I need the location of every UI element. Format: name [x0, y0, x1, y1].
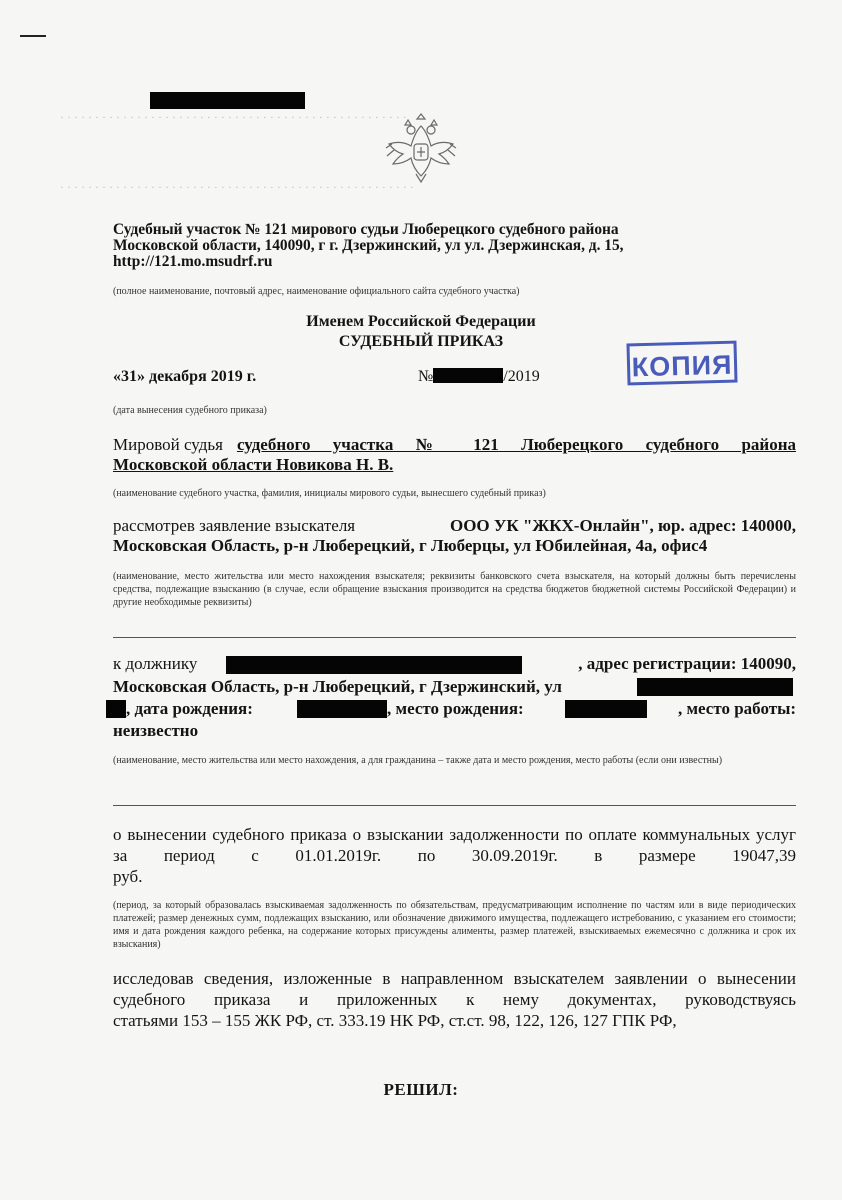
claimant-note: (наименование, место жительства или место нахождения взыскателя; реквизиты банковского счета взыскателя, на который должны быть перечислены средства, подлежащие взысканию (в случае, если обращение взыскания производится на средства бюджетов бюджетной системы Российской Федерации) и другие необходимые реквизиты)	[113, 571, 796, 608]
court-website: http://121.mo.msudrf.ru	[113, 253, 273, 270]
decision-heading: РЕШИЛ:	[383, 1080, 459, 1099]
basis-tail: статьями 153 – 155 ЖК РФ, ст. 333.19 НК РФ, ст.ст. 98, 122, 126, 127 ГПК РФ,	[113, 1011, 677, 1030]
subject-text: о вынесении судебного приказа о взыскании задолженности по оплате коммунальных услуг за период с 01.01.2019г. по 30.09.2019г. в размере 19047,39	[113, 825, 796, 865]
debtor-prefix: к должнику	[113, 654, 198, 673]
subject-tail: руб.	[113, 867, 143, 886]
date-note: (дата вынесения судебного приказа)	[113, 405, 267, 416]
judge-prefix: Мировой судья	[113, 435, 223, 454]
debtor-paragraph	[113, 654, 796, 744]
subject-paragraph	[113, 824, 796, 887]
divider	[113, 637, 796, 638]
debtor-address: Московская Область, р-н Люберецкий, г Дзержинский, ул	[113, 677, 562, 696]
court-line-2: Московской области, 140090, г г. Дзержинский, ул ул. Дзержинская, д. 15,	[113, 237, 624, 254]
claimant-paragraph	[113, 516, 796, 556]
order-number-prefix: №	[418, 368, 434, 385]
judge-name: Московской области Новикова Н. В.	[113, 455, 394, 474]
corner-mark	[20, 35, 46, 37]
copy-stamp: КОПИЯ	[626, 341, 737, 386]
bleed-through-text: · · · · · · · · · · · · · · · · · · · · · · · · · · · · · · · · · · · · · · · · · · · · · · · · · ·	[60, 110, 407, 124]
court-header	[113, 222, 796, 270]
redacted-street	[637, 678, 793, 696]
judge-note: (наименование судебного участка, фамилия, инициалы мирового судьи, вынесшего судебный приказ)	[113, 488, 546, 499]
divider	[113, 805, 796, 806]
redacted-number	[433, 368, 503, 383]
basis-text: исследовав сведения, изложенные в направленном взыскателем заявлении о вынесении судебного приказа и приложенных к нему документах, руководствуясь	[113, 969, 796, 1009]
debtor-note: (наименование, место жительства или место нахождения, а для гражданина – также дата и место рождения, место работы (если они известны)	[113, 755, 723, 766]
claimant-prefix: рассмотрев заявление взыскателя	[113, 516, 356, 535]
debtor-address-label: , адрес регистрации: 140090,	[578, 654, 796, 673]
order-date: «31» декабря 2019 г.	[113, 368, 257, 385]
order-number-suffix: /2019	[503, 368, 540, 385]
birth-date-label: , дата рождения:	[126, 699, 253, 718]
court-line-1: Судебный участок № 121 мирового судьи Люберецкого судебного района	[113, 221, 619, 238]
redacted-debtor-name	[226, 656, 522, 674]
work-value: неизвестно	[113, 721, 199, 740]
judge-paragraph	[113, 435, 796, 475]
claimant-address: Московская Область, р-н Люберецкий, г Люберцы, ул Юбилейная, 4а, офис4	[113, 536, 708, 555]
order-number	[418, 368, 540, 386]
claimant-name: ООО УК "ЖКХ-Онлайн", юр. адрес: 140000,	[449, 516, 796, 535]
redacted-house	[106, 700, 126, 718]
redacted-birth-date	[297, 700, 387, 718]
redacted-header	[150, 92, 305, 109]
bleed-through-text: · · · · · · · · · · · · · · · · · · · · · · · · · · · · · · · · · · · · · · · · · · · · · · · · · · ·	[60, 180, 414, 194]
redacted-birth-place	[565, 700, 647, 718]
judge-court: судебного участка № 121 Люберецкого судебного района	[236, 435, 796, 454]
work-label: , место работы:	[677, 699, 796, 718]
court-header-note: (полное наименование, почтовый адрес, наименование официального сайта судебного участка)	[113, 286, 520, 297]
document-title: СУДЕБНЫЙ ПРИКАЗ	[338, 333, 504, 350]
basis-paragraph	[113, 968, 796, 1031]
subject-note: (период, за который образовалась взыскиваемая задолженность по обязательствам, предусматривающим исполнение по частям или в виде периодических платежей; размер денежных сумм, подлежащих взысканию, или обозначение движимого имущества, подлежащего истребованию, с указанием его стоимости; имя и дата рождения каждого ребенка, на содержание которых присуждены алименты, размер платежей, взыскиваемых ежемесячно с должника и срок их взыскания)	[113, 900, 796, 950]
title-line-1: Именем Российской Федерации	[306, 313, 536, 330]
birth-place-label: , место рождения:	[387, 699, 524, 718]
